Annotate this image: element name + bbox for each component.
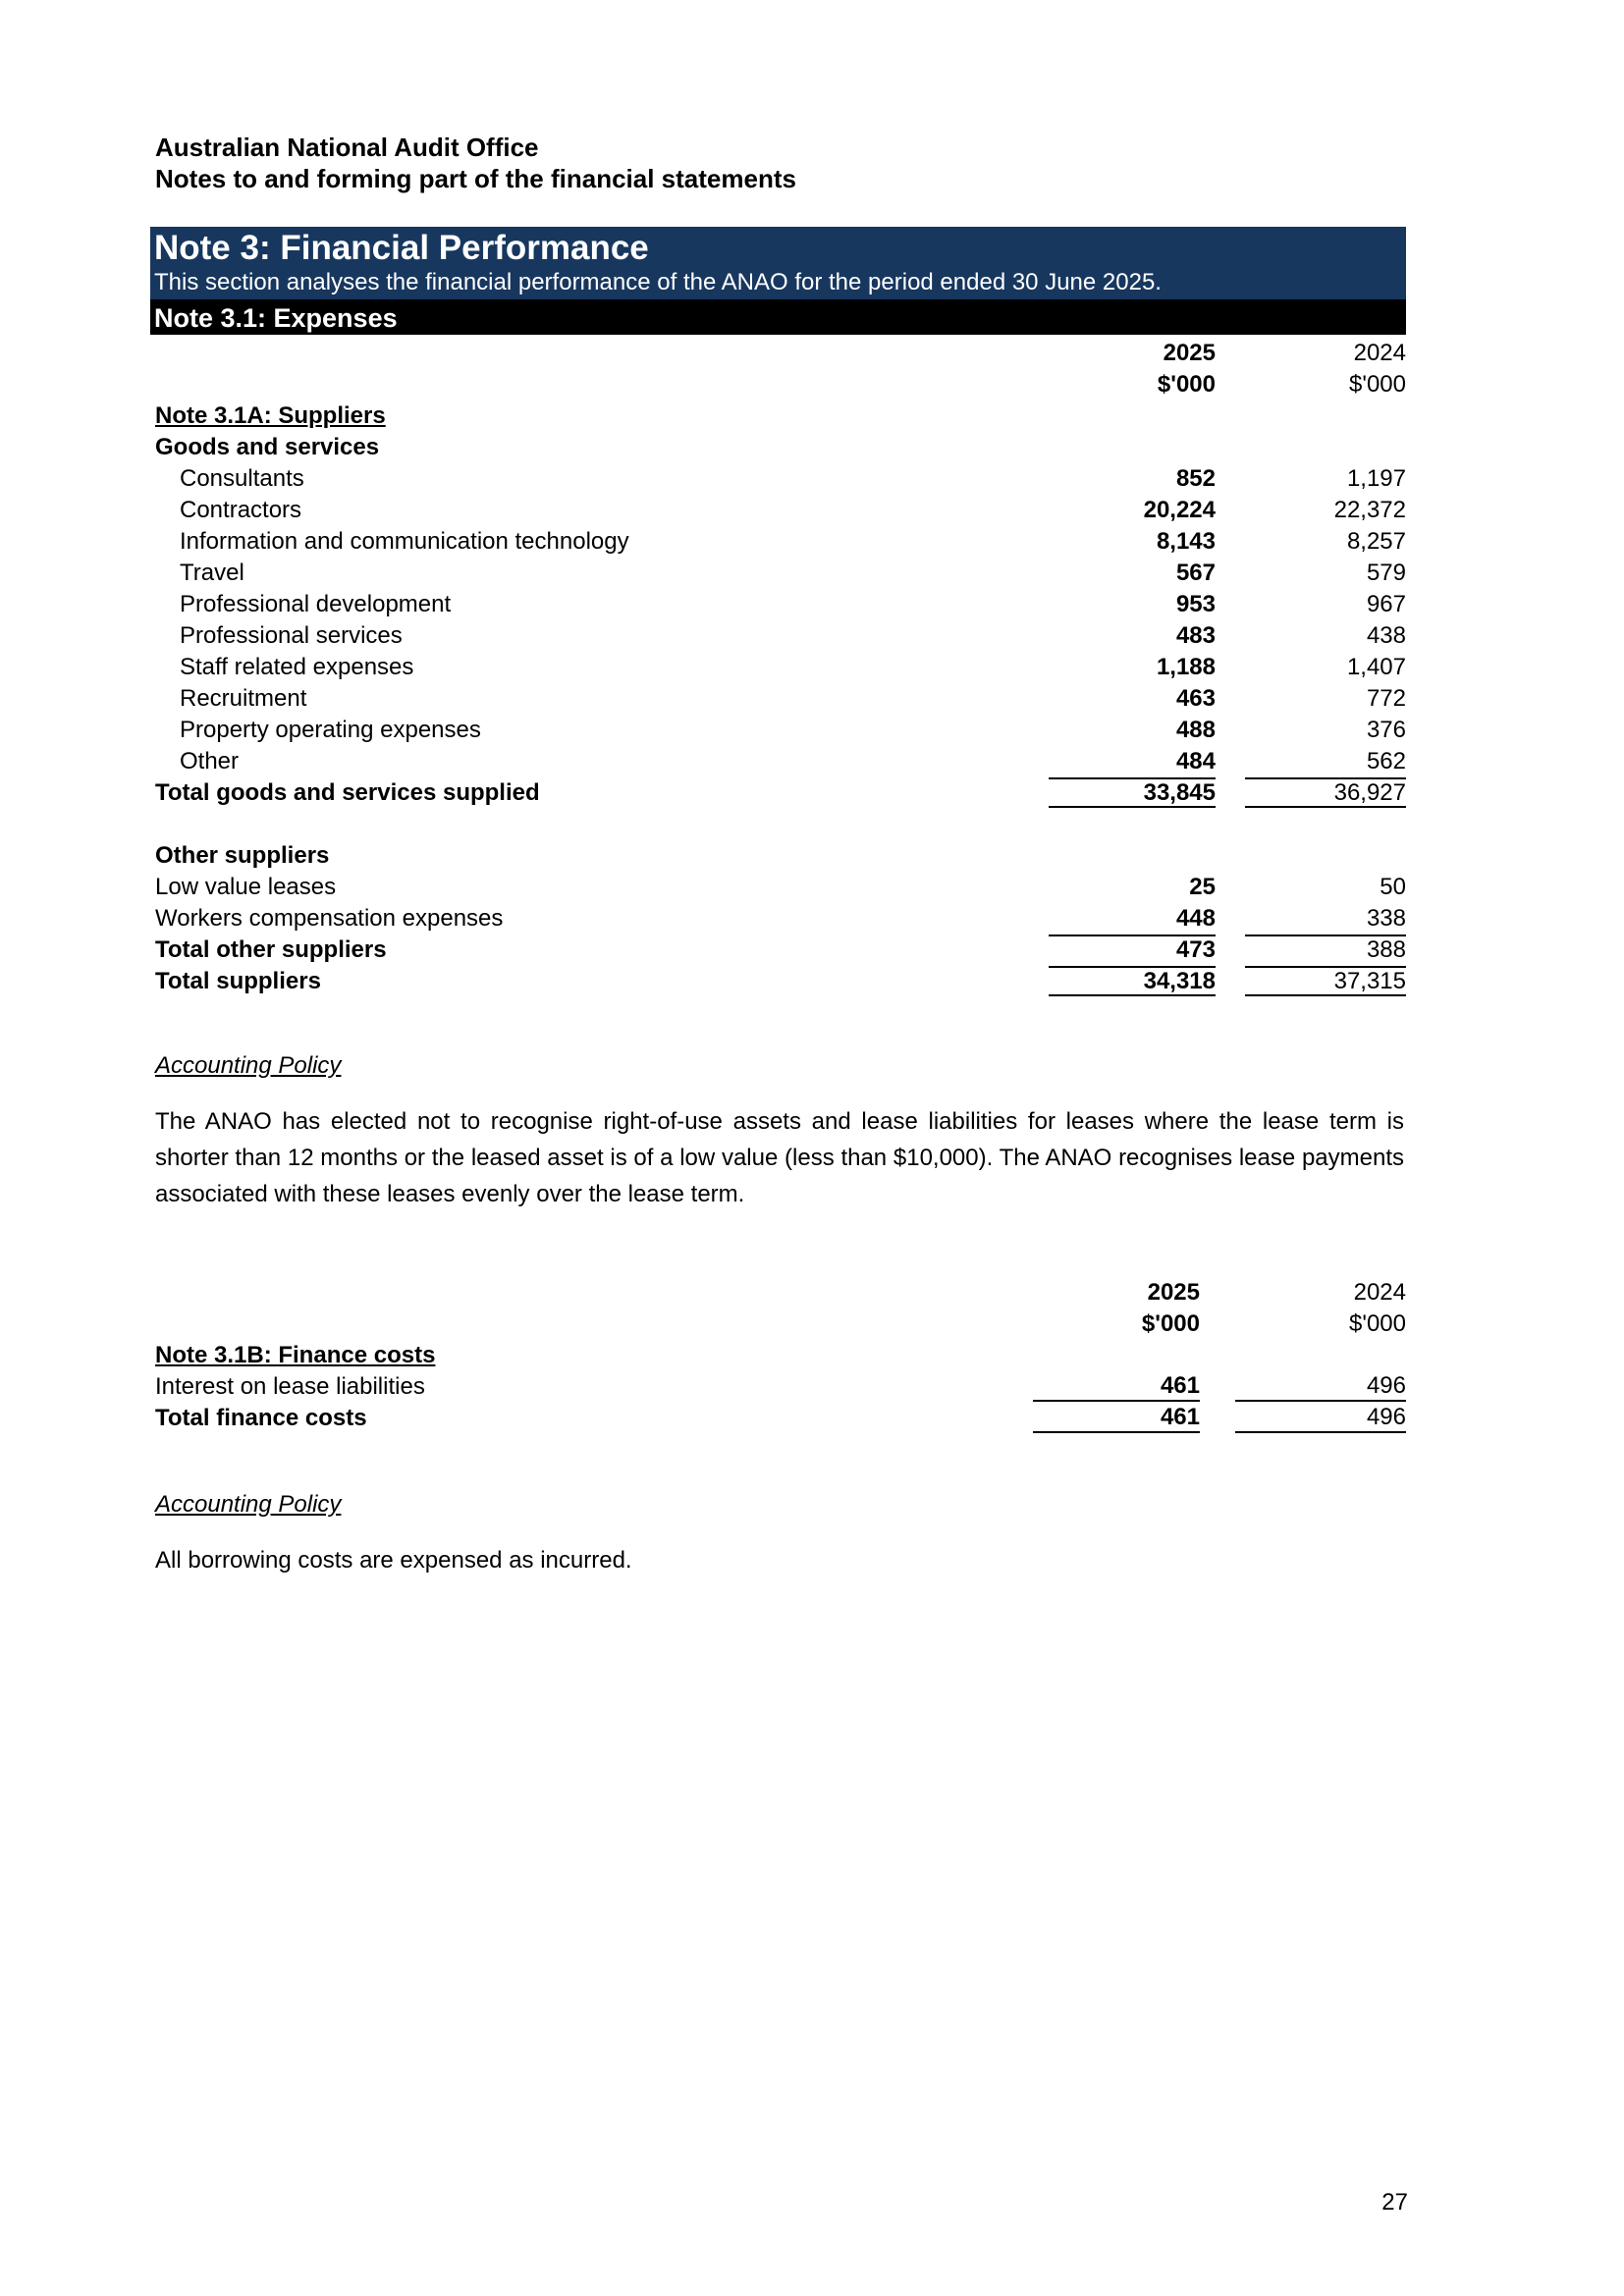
note-banner bbox=[150, 227, 1406, 299]
column-header-2024: 2024 bbox=[1353, 1279, 1406, 1306]
row-value-2025: 448 bbox=[1175, 905, 1216, 932]
page-header bbox=[155, 132, 796, 194]
row-label: Recruitment bbox=[180, 685, 307, 712]
row-value-2024: 1,197 bbox=[1346, 465, 1406, 492]
row-label: Property operating expenses bbox=[180, 717, 481, 743]
row-value-2025: 34,318 bbox=[1049, 966, 1216, 996]
unit-header-2024: $'000 bbox=[1349, 1310, 1406, 1337]
accounting-policy-text: All borrowing costs are expensed as incurred. bbox=[155, 1547, 632, 1574]
row-label: Contractors bbox=[180, 497, 302, 523]
accounting-policy-heading: Accounting Policy bbox=[155, 1491, 342, 1518]
note-description: This section analyses the financial performance of the ANAO for the period ended 30 June 2025. bbox=[154, 269, 1162, 295]
row-value-2025: 20,224 bbox=[1143, 497, 1216, 523]
row-value-2024: 438 bbox=[1366, 622, 1406, 649]
row-value-2025: 852 bbox=[1175, 465, 1216, 492]
row-value-2024: 22,372 bbox=[1333, 497, 1406, 523]
section-banner bbox=[150, 299, 1406, 335]
row-label: Other bbox=[180, 748, 240, 774]
row-value-2024: 967 bbox=[1366, 591, 1406, 617]
row-value-2025: 461 bbox=[1033, 1371, 1200, 1402]
row-label: Workers compensation expenses bbox=[155, 905, 504, 932]
row-value-2025: 25 bbox=[1189, 874, 1216, 900]
row-value-2024: 8,257 bbox=[1346, 528, 1406, 555]
row-value-2024: 772 bbox=[1366, 685, 1406, 712]
row-value-2025: 953 bbox=[1175, 591, 1216, 617]
document-subtitle: Notes to and forming part of the financial statements bbox=[155, 164, 796, 193]
accounting-policy-text: The ANAO has elected not to recognise right-of-use assets and lease liabilities for leases where the lease term is shorter than 12 months or the leased asset is of a low value (less than $10,000). The ANAO recognises lease payments associated with these leases evenly over the lease term. bbox=[155, 1108, 1404, 1207]
group-heading: Other suppliers bbox=[155, 842, 330, 869]
row-label: Interest on lease liabilities bbox=[155, 1373, 425, 1400]
row-label: Staff related expenses bbox=[180, 654, 414, 680]
row-value-2024: 579 bbox=[1366, 560, 1406, 586]
row-value-2024: 50 bbox=[1380, 874, 1406, 900]
section-title: Note 3.1: Expenses bbox=[154, 303, 398, 333]
row-value-2024: 36,927 bbox=[1245, 777, 1406, 808]
row-label: Travel bbox=[180, 560, 244, 586]
row-value-2024: 496 bbox=[1235, 1403, 1406, 1433]
row-value-2024: 562 bbox=[1366, 748, 1406, 774]
note-subtitle: Note 3.1A: Suppliers bbox=[155, 402, 386, 429]
column-header-2025: 2025 bbox=[1163, 340, 1216, 366]
column-header-2024: 2024 bbox=[1353, 340, 1406, 366]
row-value-2024: 388 bbox=[1245, 934, 1406, 965]
row-label: Total finance costs bbox=[155, 1405, 367, 1431]
row-value-2025: 567 bbox=[1175, 560, 1216, 586]
row-value-2025: 461 bbox=[1033, 1403, 1200, 1433]
column-header-2025: 2025 bbox=[1147, 1279, 1200, 1306]
row-label: Professional development bbox=[180, 591, 452, 617]
row-value-2025: 484 bbox=[1175, 748, 1216, 774]
row-value-2024: 338 bbox=[1366, 905, 1406, 932]
row-value-2025: 488 bbox=[1175, 717, 1216, 743]
page-number: 27 bbox=[1381, 2189, 1408, 2216]
unit-header-2025: $'000 bbox=[1141, 1310, 1200, 1337]
row-value-2025: 33,845 bbox=[1049, 777, 1216, 808]
row-value-2025: 8,143 bbox=[1156, 528, 1216, 555]
row-value-2024: 496 bbox=[1235, 1371, 1406, 1402]
row-value-2024: 376 bbox=[1366, 717, 1406, 743]
row-label: Low value leases bbox=[155, 874, 337, 900]
organisation-name: Australian National Audit Office bbox=[155, 133, 539, 162]
group-heading: Goods and services bbox=[155, 434, 380, 460]
row-label: Information and communication technology bbox=[180, 528, 629, 555]
row-label: Total goods and services supplied bbox=[155, 779, 540, 806]
row-value-2025: 463 bbox=[1175, 685, 1216, 712]
row-label: Professional services bbox=[180, 622, 403, 649]
row-value-2025: 483 bbox=[1175, 622, 1216, 649]
row-label: Total other suppliers bbox=[155, 936, 387, 963]
note-subtitle: Note 3.1B: Finance costs bbox=[155, 1342, 436, 1368]
accounting-policy-heading: Accounting Policy bbox=[155, 1052, 342, 1079]
row-value-2025: 473 bbox=[1049, 934, 1216, 965]
unit-header-2025: $'000 bbox=[1157, 371, 1216, 398]
row-label: Total suppliers bbox=[155, 968, 321, 994]
row-value-2024: 37,315 bbox=[1245, 966, 1406, 996]
row-value-2025: 1,188 bbox=[1156, 654, 1216, 680]
row-value-2024: 1,407 bbox=[1346, 654, 1406, 680]
unit-header-2024: $'000 bbox=[1349, 371, 1406, 398]
row-label: Consultants bbox=[180, 465, 304, 492]
note-title: Note 3: Financial Performance bbox=[154, 229, 649, 267]
